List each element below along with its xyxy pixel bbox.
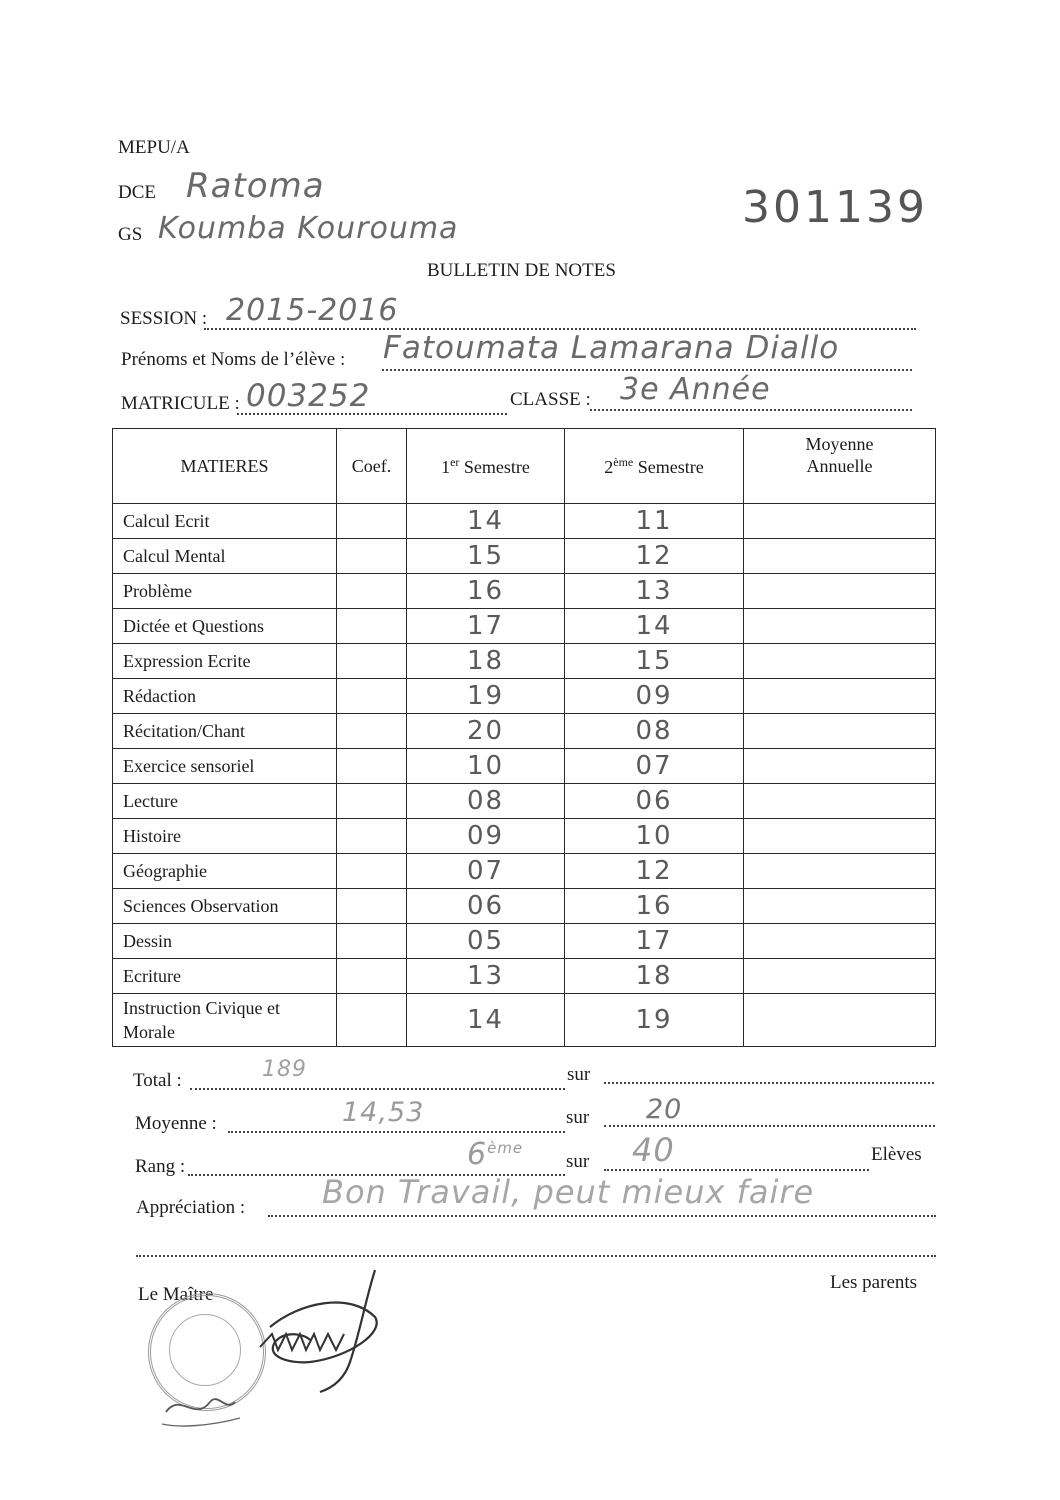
sem2-grade-cell: 13 xyxy=(565,574,744,609)
header-semester-1-word: Semestre xyxy=(463,456,530,477)
dce-value: Ratoma xyxy=(186,166,325,206)
coef-cell xyxy=(337,784,407,819)
total-dotted-line xyxy=(190,1088,565,1090)
table-header-row xyxy=(113,429,936,504)
rang-sur-value: 40 xyxy=(632,1131,675,1169)
sem2-grade-cell: 08 xyxy=(565,714,744,749)
gs-label: GS xyxy=(118,224,143,245)
sem1-grade-cell: 09 xyxy=(407,819,565,854)
moyenne-sur-label: sur xyxy=(566,1107,590,1128)
appreciation-value: Bon Travail, peut mieux faire xyxy=(322,1173,815,1211)
subject-cell: Exercice sensoriel xyxy=(113,749,337,784)
coef-cell xyxy=(337,889,407,924)
mean-cell xyxy=(744,714,936,749)
sem1-grade-cell: 18 xyxy=(407,644,565,679)
coef-cell xyxy=(337,504,407,539)
appreciation-second-line xyxy=(136,1255,936,1257)
student-name-value: Fatoumata Lamarana Diallo xyxy=(383,330,840,366)
header-semester-1-number: 1 xyxy=(441,456,451,477)
subject-cell: Rédaction xyxy=(113,679,337,714)
parents-label: Les parents xyxy=(830,1272,918,1293)
coef-cell xyxy=(337,854,407,889)
matricule-label: MATRICULE : xyxy=(121,393,240,414)
coef-cell xyxy=(337,819,407,854)
subject-cell: Calcul Mental xyxy=(113,539,337,574)
sem2-grade-cell: 11 xyxy=(565,504,744,539)
maitre-label: Le Maître xyxy=(138,1284,214,1305)
table-row xyxy=(113,714,936,749)
table-row xyxy=(113,644,936,679)
table-row xyxy=(113,539,936,574)
coef-cell xyxy=(337,924,407,959)
moyenne-label: Moyenne : xyxy=(135,1113,217,1134)
eleves-label: Elèves xyxy=(871,1144,922,1165)
sem1-grade-cell: 16 xyxy=(407,574,565,609)
mean-cell xyxy=(744,644,936,679)
mean-cell xyxy=(744,574,936,609)
header-semester-1-suffix: er xyxy=(450,454,460,469)
mean-cell xyxy=(744,784,936,819)
header-moyenne-line2: Annuelle xyxy=(806,456,873,476)
moyenne-sur-value: 20 xyxy=(646,1094,683,1125)
moyenne-dotted-line xyxy=(228,1131,565,1133)
subject-cell: Dessin xyxy=(113,924,337,959)
moyenne-sur-dotted-line xyxy=(604,1125,935,1127)
table-row xyxy=(113,924,936,959)
mean-cell xyxy=(744,994,936,1047)
mean-cell xyxy=(744,959,936,994)
sem2-grade-cell: 15 xyxy=(565,644,744,679)
coef-cell xyxy=(337,959,407,994)
rang-label: Rang : xyxy=(135,1156,186,1177)
table-row xyxy=(113,749,936,784)
subject-cell: Lecture xyxy=(113,784,337,819)
header-semester-1 xyxy=(407,429,565,504)
sem1-grade-cell: 17 xyxy=(407,609,565,644)
coef-cell xyxy=(337,574,407,609)
classe-value: 3e Année xyxy=(620,372,771,407)
session-label: SESSION : xyxy=(120,308,208,329)
mean-cell xyxy=(744,819,936,854)
sem1-grade-cell: 20 xyxy=(407,714,565,749)
sem2-grade-cell: 19 xyxy=(565,994,744,1047)
mean-cell xyxy=(744,609,936,644)
gs-value: Koumba Kourouma xyxy=(158,211,459,246)
student-name-dotted-line xyxy=(382,369,912,371)
total-value: 189 xyxy=(262,1057,307,1082)
mean-cell xyxy=(744,889,936,924)
appreciation-dotted-line xyxy=(268,1215,936,1217)
header-matieres: MATIERES xyxy=(113,429,337,504)
sem2-grade-cell: 09 xyxy=(565,679,744,714)
table-row xyxy=(113,994,936,1047)
coef-cell xyxy=(337,749,407,784)
mean-cell xyxy=(744,924,936,959)
subject-cell: Problème xyxy=(113,574,337,609)
header-semester-2 xyxy=(565,429,744,504)
reference-number: 301139 xyxy=(742,182,928,233)
dce-label: DCE xyxy=(118,182,156,203)
subject-cell: Récitation/Chant xyxy=(113,714,337,749)
mean-cell xyxy=(744,854,936,889)
total-sur-dotted-line xyxy=(604,1082,934,1084)
mean-cell xyxy=(744,504,936,539)
mean-cell xyxy=(744,749,936,784)
subject-cell: Sciences Observation xyxy=(113,889,337,924)
sem2-grade-cell: 18 xyxy=(565,959,744,994)
rang-sur-label: sur xyxy=(566,1151,590,1172)
table-row xyxy=(113,784,936,819)
sem1-grade-cell: 10 xyxy=(407,749,565,784)
table-row xyxy=(113,504,936,539)
rang-value-number: 6 xyxy=(467,1137,488,1172)
header-semester-2-suffix: ème xyxy=(613,454,634,469)
header-coef: Coef. xyxy=(337,429,407,504)
subject-cell: Dictée et Questions xyxy=(113,609,337,644)
classe-label: CLASSE : xyxy=(510,389,591,410)
sem1-grade-cell: 14 xyxy=(407,504,565,539)
session-value: 2015-2016 xyxy=(226,293,399,328)
student-name-label: Prénoms et Noms de l’élève : xyxy=(121,349,346,370)
page-title: BULLETIN DE NOTES xyxy=(427,260,616,281)
coef-cell xyxy=(337,994,407,1047)
rang-value-suffix: ème xyxy=(487,1139,524,1157)
coef-cell xyxy=(337,714,407,749)
teacher-signature-icon xyxy=(160,1262,410,1432)
table-row xyxy=(113,609,936,644)
sem1-grade-cell: 13 xyxy=(407,959,565,994)
sem1-grade-cell: 05 xyxy=(407,924,565,959)
grades-table xyxy=(112,428,936,1047)
mean-cell xyxy=(744,679,936,714)
sem1-grade-cell: 15 xyxy=(407,539,565,574)
header-semester-2-word: Semestre xyxy=(637,456,704,477)
total-sur-label: sur xyxy=(567,1064,591,1085)
table-row xyxy=(113,574,936,609)
coef-cell xyxy=(337,539,407,574)
table-row xyxy=(113,889,936,924)
table-row xyxy=(113,854,936,889)
coef-cell xyxy=(337,644,407,679)
sem1-grade-cell: 19 xyxy=(407,679,565,714)
subject-cell: Géographie xyxy=(113,854,337,889)
mean-cell xyxy=(744,539,936,574)
header-moyenne-annuelle xyxy=(744,429,936,504)
subject-cell: Histoire xyxy=(113,819,337,854)
sem2-grade-cell: 16 xyxy=(565,889,744,924)
sem2-grade-cell: 06 xyxy=(565,784,744,819)
sem1-grade-cell: 06 xyxy=(407,889,565,924)
sem2-grade-cell: 14 xyxy=(565,609,744,644)
appreciation-label: Appréciation : xyxy=(136,1197,246,1218)
total-label: Total : xyxy=(133,1070,182,1091)
header-semester-2-number: 2 xyxy=(604,456,614,477)
sem1-grade-cell: 07 xyxy=(407,854,565,889)
moyenne-value: 14,53 xyxy=(342,1097,425,1128)
classe-dotted-line xyxy=(590,409,912,411)
table-row xyxy=(113,959,936,994)
subject-cell: Calcul Ecrit xyxy=(113,504,337,539)
subject-cell: Ecriture xyxy=(113,959,337,994)
sem2-grade-cell: 12 xyxy=(565,854,744,889)
table-row xyxy=(113,819,936,854)
matricule-value: 003252 xyxy=(246,378,371,414)
subject-cell: Instruction Civique et Morale xyxy=(113,994,337,1047)
sem2-grade-cell: 07 xyxy=(565,749,744,784)
rang-sur-dotted-line xyxy=(604,1169,869,1171)
rang-value xyxy=(467,1137,523,1172)
subject-cell: Expression Ecrite xyxy=(113,644,337,679)
ministry-label: MEPU/A xyxy=(118,137,190,158)
sem1-grade-cell: 08 xyxy=(407,784,565,819)
table-row xyxy=(113,679,936,714)
sem2-grade-cell: 17 xyxy=(565,924,744,959)
coef-cell xyxy=(337,679,407,714)
sem1-grade-cell: 14 xyxy=(407,994,565,1047)
header-moyenne-line1: Moyenne xyxy=(805,434,874,454)
sem2-grade-cell: 12 xyxy=(565,539,744,574)
coef-cell xyxy=(337,609,407,644)
sem2-grade-cell: 10 xyxy=(565,819,744,854)
